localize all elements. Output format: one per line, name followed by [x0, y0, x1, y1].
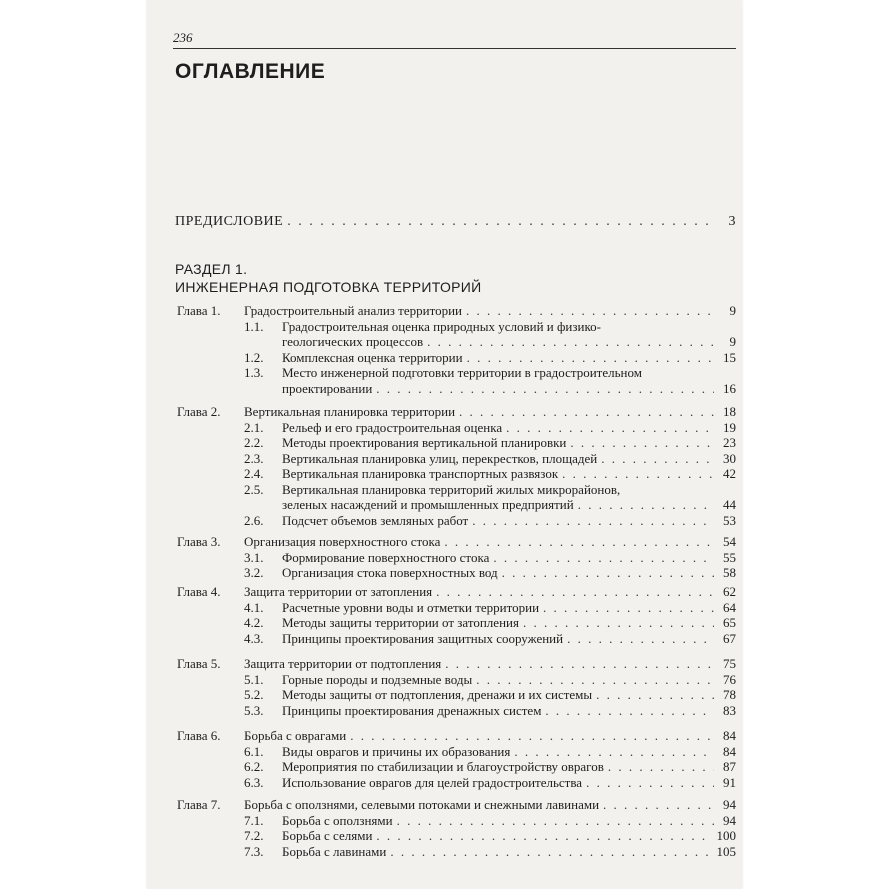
leader-dots	[578, 497, 714, 513]
leader-dots	[586, 775, 714, 791]
entry-text: Организация поверхностного стока	[244, 534, 441, 549]
leader-dots	[445, 656, 714, 672]
page-ref: 75	[723, 656, 736, 671]
page-ref: 94	[723, 797, 736, 812]
chapter-entry[interactable]	[244, 584, 736, 600]
entry-text: Методы проектирования вертикальной планировки	[282, 435, 567, 450]
page-ref: 78	[723, 687, 736, 702]
leader-dots	[476, 672, 714, 688]
subsection-entry[interactable]	[282, 565, 736, 581]
page-ref: 76	[723, 671, 736, 687]
leader-dots	[427, 334, 714, 350]
subsection-number: 7.2.	[244, 828, 264, 843]
entry-text: Борьба с лавинами	[282, 843, 387, 859]
leader-dots	[376, 828, 712, 844]
page-ref: 64	[723, 599, 736, 615]
leader-dots	[601, 451, 714, 467]
entry-text: Рельеф и его градостроительная оценка	[282, 419, 503, 435]
leader-dots	[459, 404, 714, 420]
entry-text: Борьба с оврагами	[244, 728, 347, 743]
subsection-number: 4.2.	[244, 615, 264, 630]
entry-text: Вертикальная планировка транспортных развязок	[282, 466, 559, 481]
subsection-entry[interactable]	[282, 759, 736, 775]
subsection-number: 2.5.	[244, 481, 264, 497]
preface-label: ПРЕДИСЛОВИЕ	[175, 214, 284, 229]
subsection-entry[interactable]	[282, 813, 736, 829]
subsection-entry[interactable]	[282, 615, 736, 631]
entry-text: Борьба с оползнями	[282, 812, 393, 828]
entry-text: Принципы проектирования защитных сооружений	[282, 630, 564, 646]
section-title: ИНЖЕНЕРНАЯ ПОДГОТОВКА ТЕРРИТОРИЙ	[175, 279, 482, 295]
chapter-entry[interactable]	[244, 656, 736, 672]
entry-text: Мероприятия по стабилизации и благоустройству оврагов	[282, 759, 604, 774]
subsection-entry[interactable]	[282, 550, 736, 566]
page-ref: 84	[723, 743, 736, 759]
page-ref: 58	[723, 565, 736, 580]
entry-text: Комплексная оценка территории	[282, 349, 463, 365]
chapter-label: Глава 1.	[177, 303, 221, 318]
page-ref: 54	[723, 534, 736, 549]
leader-dots	[514, 744, 714, 760]
subsection-entry[interactable]	[282, 631, 736, 647]
page-ref: 94	[723, 812, 736, 828]
subsection-entry[interactable]	[282, 466, 736, 482]
subsection-text-line[interactable]: Место инженерной подготовки территории в градостроительном	[282, 365, 642, 380]
page-ref: 91	[723, 774, 736, 790]
subsection-entry[interactable]	[282, 775, 736, 791]
leader-dots	[350, 728, 714, 744]
chapter-entry[interactable]	[244, 797, 736, 813]
leader-dots	[608, 759, 714, 775]
page-ref: 84	[723, 728, 736, 743]
section-label: РАЗДЕЛ 1.	[175, 261, 248, 277]
leader-dots	[466, 303, 714, 319]
entry-text: Горные породы и подземные воды	[282, 671, 473, 687]
page-ref: 53	[723, 512, 736, 528]
chapter-label: Глава 3.	[177, 534, 221, 549]
subsection-entry[interactable]	[282, 451, 736, 467]
subsection-number: 1.1.	[244, 318, 264, 334]
chapter-entry[interactable]	[244, 728, 736, 744]
chapter-label: Глава 5.	[177, 656, 221, 671]
leader-dots	[502, 565, 714, 581]
subsection-entry[interactable]	[282, 687, 736, 703]
page-ref: 18	[723, 404, 736, 419]
entry-text: Методы защиты территории от затопления	[282, 615, 519, 630]
entry-text: геологических процессов	[282, 334, 424, 349]
header-rule	[173, 48, 736, 49]
subsection-entry[interactable]	[282, 334, 736, 350]
page-ref: 30	[723, 450, 736, 466]
chapter-entry[interactable]	[244, 303, 736, 319]
leader-dots	[523, 615, 714, 631]
entry-text: Защита территории от затопления	[244, 584, 433, 599]
page-ref: 9	[729, 334, 736, 349]
subsection-number: 6.1.	[244, 743, 264, 759]
page-number: 236	[173, 30, 193, 45]
subsection-entry[interactable]	[282, 420, 736, 436]
subsection-number: 4.3.	[244, 630, 264, 646]
page-ref: 83	[723, 702, 736, 718]
subsection-entry[interactable]	[282, 844, 736, 860]
subsection-text-line[interactable]: Градостроительная оценка природных условий и физико-	[282, 318, 601, 334]
page-ref: 65	[723, 615, 736, 630]
entry-text: Методы защиты от подтопления, дренажи и их системы	[282, 687, 593, 702]
leader-dots	[506, 420, 714, 436]
entry-text: Организация стока поверхностных вод	[282, 565, 498, 580]
subsection-number: 5.1.	[244, 671, 264, 687]
subsection-number: 2.4.	[244, 466, 264, 481]
book-page	[147, 0, 742, 889]
subsection-number: 7.1.	[244, 812, 264, 828]
subsection-entry[interactable]	[282, 600, 736, 616]
leader-dots	[596, 687, 714, 703]
entry-text: Борьба с оползнями, селевыми потоками и снежными лавинами	[244, 797, 600, 812]
chapter-label: Глава 2.	[177, 404, 221, 419]
entry-text: Подсчет объемов земляных работ	[282, 512, 469, 528]
entry-text: Использование оврагов для целей градостроительства	[282, 774, 583, 790]
subsection-number: 1.3.	[244, 365, 264, 380]
subsection-number: 2.1.	[244, 419, 264, 435]
page-ref: 9	[729, 303, 736, 318]
chapter-entry[interactable]	[244, 534, 736, 550]
chapter-label: Глава 6.	[177, 728, 221, 743]
entry-text: Защита территории от подтопления	[244, 656, 442, 671]
toc-title: ОГЛАВЛЕНИЕ	[175, 60, 326, 83]
subsection-entry[interactable]	[282, 497, 736, 513]
page-ref: 19	[723, 419, 736, 435]
chapter-label: Глава 7.	[177, 797, 221, 812]
page-ref: 87	[723, 759, 736, 774]
subsection-number: 5.3.	[244, 702, 264, 718]
entry-text: Формирование поверхностного стока	[282, 549, 490, 565]
subsection-number: 2.2.	[244, 435, 264, 450]
subsection-number: 1.2.	[244, 349, 264, 365]
page-ref: 44	[723, 497, 736, 512]
page-ref: 55	[723, 549, 736, 565]
entry-text: Вертикальная планировка улиц, перекрестков, площадей	[282, 450, 598, 466]
leader-dots	[603, 797, 714, 813]
subsection-number: 3.2.	[244, 565, 264, 580]
subsection-entry[interactable]	[282, 744, 736, 760]
subsection-entry[interactable]	[282, 513, 736, 529]
subsection-text-line[interactable]: Вертикальная планировка территорий жилых микрорайонов,	[282, 481, 621, 497]
leader-dots	[287, 214, 714, 230]
page-ref: 15	[723, 349, 736, 365]
entry-text: Расчетные уровни воды и отметки территории	[282, 599, 540, 615]
entry-text: проектировании	[282, 380, 373, 396]
entry-text: Вертикальная планировка территории	[244, 404, 456, 419]
leader-dots	[444, 534, 714, 550]
toc-entry-preface[interactable]	[175, 214, 736, 230]
subsection-entry[interactable]	[282, 672, 736, 688]
page-ref: 62	[723, 584, 736, 599]
subsection-number: 3.1.	[244, 549, 264, 565]
leader-dots	[467, 350, 714, 366]
subsection-number: 2.6.	[244, 512, 264, 528]
page-ref: 16	[723, 380, 736, 396]
page-ref: 3	[728, 214, 736, 229]
page-ref: 100	[716, 828, 736, 843]
leader-dots	[436, 584, 714, 600]
leader-dots	[543, 600, 714, 616]
subsection-entry[interactable]	[282, 828, 736, 844]
leader-dots	[562, 466, 714, 482]
leader-dots	[390, 844, 712, 860]
leader-dots	[567, 631, 714, 647]
entry-text: Виды оврагов и причины их образования	[282, 743, 511, 759]
subsection-number: 6.2.	[244, 759, 264, 774]
subsection-number: 7.3.	[244, 843, 264, 859]
entry-text: зеленых насаждений и промышленных предприятий	[282, 497, 574, 512]
leader-dots	[545, 703, 714, 719]
page-ref: 42	[723, 466, 736, 481]
subsection-number: 2.3.	[244, 450, 264, 466]
leader-dots	[570, 435, 714, 451]
leader-dots	[493, 550, 714, 566]
subsection-entry[interactable]	[282, 435, 736, 451]
entry-text: Борьба с селями	[282, 828, 373, 843]
page-ref: 67	[723, 630, 736, 646]
subsection-number: 4.1.	[244, 599, 264, 615]
page-ref: 105	[716, 843, 736, 859]
page-ref: 23	[723, 435, 736, 450]
subsection-entry[interactable]	[282, 350, 736, 366]
chapter-entry[interactable]	[244, 404, 736, 420]
subsection-entry[interactable]	[282, 381, 736, 397]
subsection-entry[interactable]	[282, 703, 736, 719]
leader-dots	[472, 513, 714, 529]
leader-dots	[376, 381, 714, 397]
entry-text: Принципы проектирования дренажных систем	[282, 702, 542, 718]
subsection-number: 5.2.	[244, 687, 264, 702]
chapter-label: Глава 4.	[177, 584, 221, 599]
entry-text: Градостроительный анализ территории	[244, 303, 463, 318]
subsection-number: 6.3.	[244, 774, 264, 790]
leader-dots	[397, 813, 714, 829]
